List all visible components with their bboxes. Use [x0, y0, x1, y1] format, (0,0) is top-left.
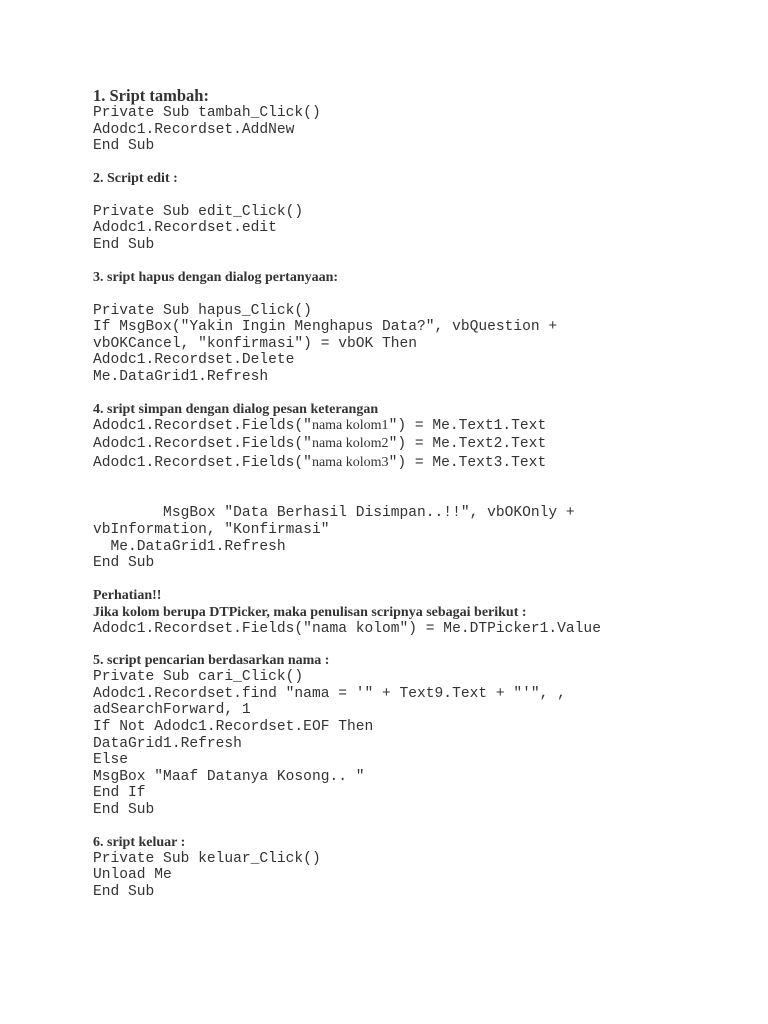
code-line: End Sub — [93, 236, 155, 253]
code-line-field — [93, 455, 733, 472]
code-line: End Sub — [93, 555, 155, 572]
code-line: Else — [93, 752, 129, 769]
code-line: If MsgBox("Yakin Ingin Menghapus Data?", vbQuestion + — [93, 319, 558, 336]
code-line: adSearchForward, 1 — [93, 702, 251, 719]
code-line: Private Sub edit_Click() — [93, 203, 304, 220]
code-suffix: ") = Me.Text1.Text — [388, 417, 547, 434]
code-line: Unload Me — [93, 867, 172, 884]
column-name: nama kolom1 — [311, 417, 389, 433]
code-prefix: Adodc1.Recordset.Fields(" — [93, 417, 312, 434]
code-line: Adodc1.Recordset.edit — [93, 220, 277, 237]
code-line: If Not Adodc1.Recordset.EOF Then — [93, 719, 374, 736]
code-line: Adodc1.Recordset.Delete — [93, 352, 295, 369]
column-name: nama kolom3 — [311, 454, 389, 470]
code-line: vbInformation, "Konfirmasi" — [93, 521, 330, 538]
code-line: Adodc1.Recordset.Fields("nama kolom") = Me.DTPicker1.Value — [93, 620, 601, 637]
code-line: End Sub — [93, 802, 155, 819]
code-suffix: ") = Me.Text2.Text — [388, 436, 547, 453]
section-2-heading: 2. Script edit : — [93, 170, 178, 186]
code-line: Adodc1.Recordset.AddNew — [93, 121, 295, 138]
code-line-field — [93, 418, 733, 435]
code-line: End Sub — [93, 883, 155, 900]
column-name: nama kolom2 — [311, 436, 389, 452]
section-5-heading: 5. script pencarian berdasarkan nama : — [93, 653, 330, 669]
code-line: MsgBox "Data Berhasil Disimpan..!!", vbOKOnly + — [93, 505, 575, 522]
code-line-field — [93, 436, 733, 453]
section-4-heading: 4. sript simpan dengan dialog pesan keterangan — [93, 401, 379, 417]
note-title: Perhatian!! — [93, 587, 162, 603]
code-line: Private Sub cari_Click() — [93, 669, 304, 686]
code-line: End If — [93, 785, 146, 802]
code-suffix: ") = Me.Text3.Text — [388, 454, 547, 471]
code-prefix: Adodc1.Recordset.Fields(" — [93, 436, 312, 453]
code-line: DataGrid1.Refresh — [93, 735, 242, 752]
code-line: Private Sub keluar_Click() — [93, 850, 321, 867]
code-line: End Sub — [93, 138, 155, 155]
code-line: Private Sub hapus_Click() — [93, 302, 312, 319]
section-1-heading: 1. Sript tambah: — [93, 86, 209, 105]
document-page — [93, 86, 733, 900]
section-3-heading: 3. sript hapus dengan dialog pertanyaan: — [93, 269, 339, 285]
code-line: MsgBox "Maaf Datanya Kosong.. " — [93, 768, 365, 785]
code-line: vbOKCancel, "konfirmasi") = vbOK Then — [93, 335, 418, 352]
note-text: Jika kolom berupa DTPicker, maka penulisan scripnya sebagai berikut : — [93, 604, 527, 620]
code-line: Me.DataGrid1.Refresh — [93, 538, 286, 555]
section-6-heading: 6. sript keluar : — [93, 834, 186, 850]
code-prefix: Adodc1.Recordset.Fields(" — [93, 454, 312, 471]
code-line: Me.DataGrid1.Refresh — [93, 368, 269, 385]
code-line: Adodc1.Recordset.find "nama = '" + Text9.Text + "'", , — [93, 685, 566, 702]
code-line: Private Sub tambah_Click() — [93, 105, 321, 121]
